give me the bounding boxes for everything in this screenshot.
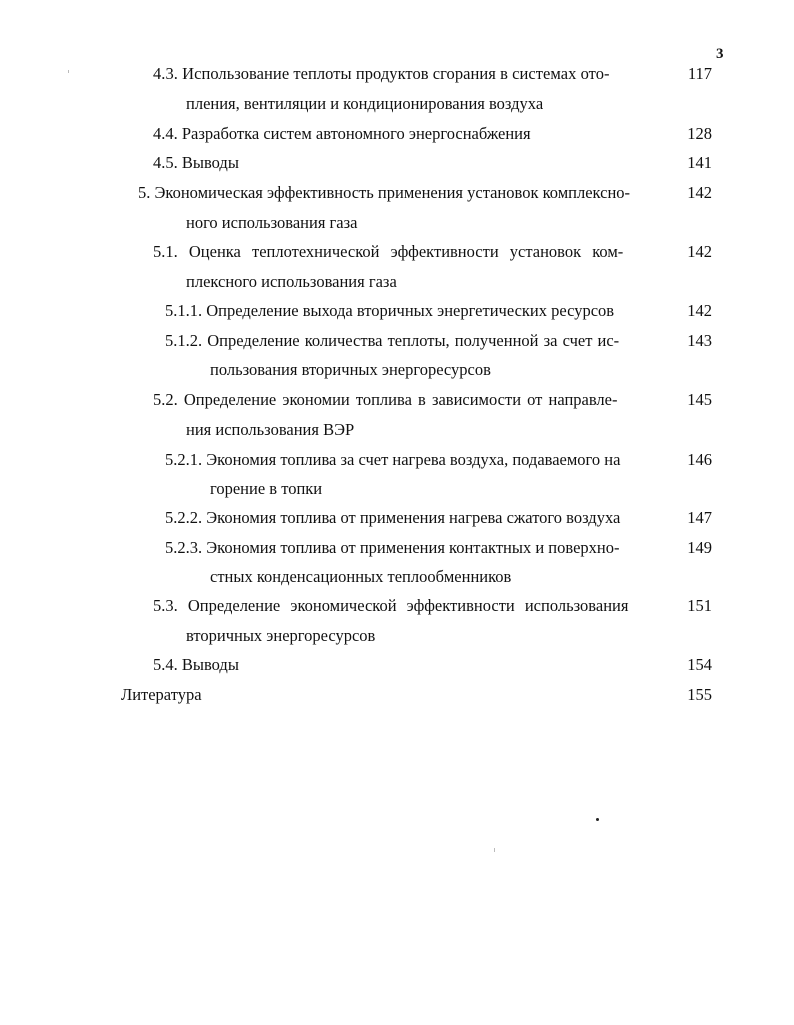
- toc-entry-text: 5.4. Выводы: [153, 655, 239, 674]
- toc-entry-text: 5.2.2. Экономия топлива от применения нагрева сжатого воздуха: [165, 508, 621, 527]
- toc-entry-text: 5.1.1. Определение выхода вторичных энергетических ресурсов: [165, 301, 615, 320]
- toc-entry-page: 142: [687, 301, 712, 320]
- page-number: 3: [716, 46, 724, 62]
- toc-entry-text: горение в топки: [210, 479, 323, 498]
- toc-entry-page: 149: [687, 538, 712, 557]
- scan-mark: [494, 848, 495, 852]
- toc-entry-text: 5.2.1. Экономия топлива за счет нагрева воздуха, подаваемого на: [165, 450, 621, 469]
- scan-mark: [68, 70, 69, 73]
- toc-entry-text: 5.2. Определение экономии топлива в зависимости от направле-: [153, 390, 618, 409]
- toc-entry-page: 128: [687, 124, 712, 143]
- toc-entry-text: стных конденсационных теплообменников: [210, 567, 512, 586]
- toc-entry-page: 117: [687, 64, 712, 83]
- toc-entry-page: 143: [687, 331, 712, 350]
- toc-entry-page: 146: [687, 450, 712, 469]
- toc-entry-text: 4.5. Выводы: [153, 153, 239, 172]
- toc-entry-page: 141: [687, 153, 712, 172]
- toc-entry-page: 155: [687, 685, 712, 704]
- toc-entry-text: 5.1.2. Определение количества теплоты, полученной за счет ис-: [165, 331, 620, 350]
- toc-entry-text: пользования вторичных энергоресурсов: [210, 360, 491, 379]
- toc-entry-page: 145: [687, 390, 712, 409]
- toc-entry-text: 5.2.3. Экономия топлива от применения контактных и поверхно-: [165, 538, 620, 557]
- toc-entry-page: 147: [687, 508, 712, 527]
- toc-entry-text: 4.3. Использование теплоты продуктов сгорания в системах ото-: [153, 64, 610, 83]
- toc-entry-text: плексного использования газа: [186, 272, 397, 291]
- toc-entry-text: 5.3. Определение экономической эффективности использования: [153, 596, 629, 615]
- toc-entry-text: вторичных энергоресурсов: [186, 626, 376, 645]
- toc-entry-page: 151: [687, 596, 712, 615]
- toc-entry-text: пления, вентиляции и кондиционирования воздуха: [186, 94, 544, 113]
- toc-entry-text: 5.1. Оценка теплотехнической эффективности установок ком-: [153, 242, 624, 261]
- toc-entry-page: 142: [687, 183, 712, 202]
- toc-entry-text: 4.4. Разработка систем автономного энергоснабжения: [153, 124, 531, 143]
- toc-entry-text: ного использования газа: [186, 213, 358, 232]
- toc-entry-text: Литература: [121, 685, 202, 704]
- toc-entry-page: 154: [687, 655, 712, 674]
- scan-speck: [596, 818, 599, 821]
- toc-entry-text: 5. Экономическая эффективность применения установок комплексно-: [138, 183, 631, 202]
- toc-entry-text: ния использования ВЭР: [186, 420, 355, 439]
- toc-entry-page: 142: [687, 242, 712, 261]
